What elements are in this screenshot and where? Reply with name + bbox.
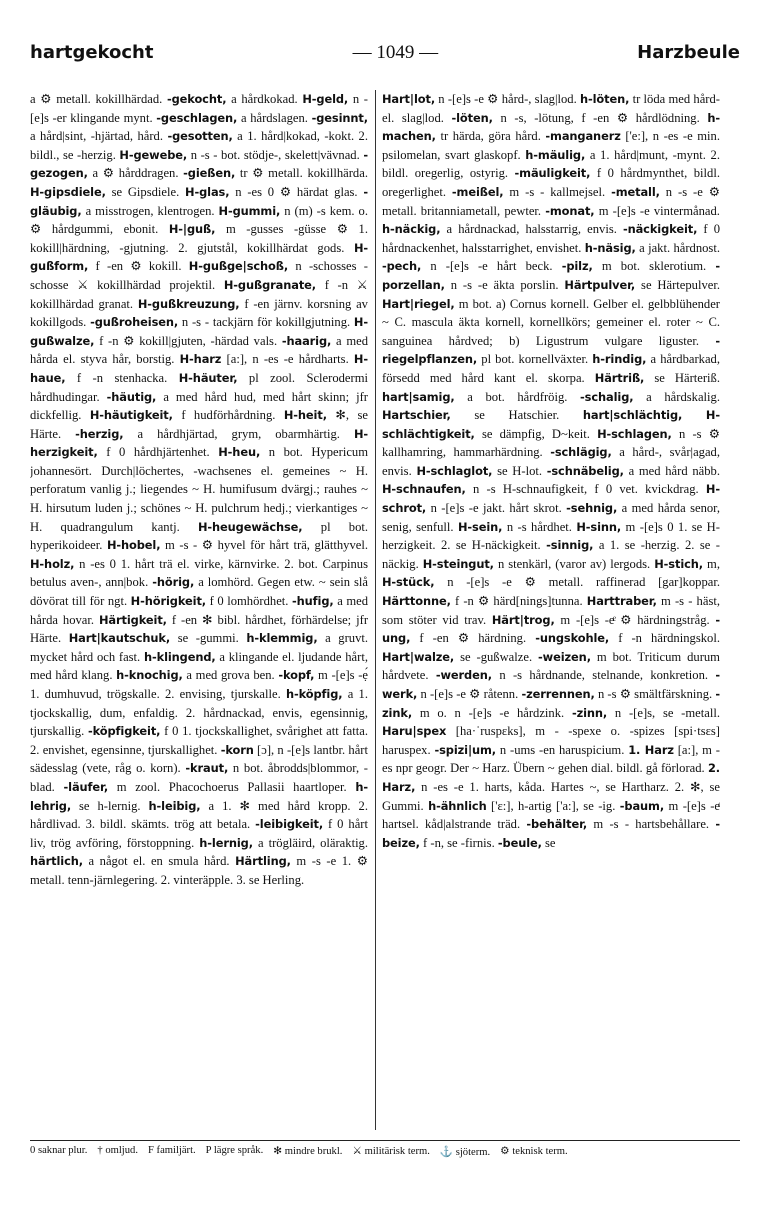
entry-definition: n -s ⚙ kallhamring, hammarhärdning. xyxy=(382,426,720,460)
entry-headword: H-heugewächse, xyxy=(197,519,303,534)
entry-headword: härtlich, xyxy=(30,854,83,869)
legend-item: 0 saknar plur. xyxy=(30,1145,88,1156)
entry-definition: se -gußwalze. xyxy=(460,649,533,664)
entry-definition: a hårdnackad, halsstarrig, envis. xyxy=(446,222,617,237)
entry-headword: H-stück, xyxy=(382,575,435,590)
entry-definition: a med hårda hovar. xyxy=(30,594,368,627)
entry-definition: n stenkärl, (varor av) lergods. xyxy=(497,556,651,571)
entry-headword: hart|samig, xyxy=(382,389,455,404)
entry-definition: n -s hårdnande, stelnande, konkretion. xyxy=(499,668,709,683)
entry-headword: Härtpulver, xyxy=(564,277,636,292)
entry-definition: a med hårda el. styva hår, borstig. xyxy=(30,333,368,367)
entry-headword: h-klingend, xyxy=(143,649,216,664)
entry-definition: se -gummi. xyxy=(177,631,239,646)
entry-headword: H-hörigkeit, xyxy=(130,594,207,609)
entry-definition: f -en ⚙ kokill. xyxy=(95,259,182,274)
entry-definition: a hård-, svår|agad, envis. xyxy=(382,445,720,478)
entry-headword: Härtriß, xyxy=(594,370,645,385)
entry-definition: m -s - kallmejsel. xyxy=(509,184,606,199)
entry-headword: -porzellan, xyxy=(382,259,720,292)
entry-definition: n -[e]s -e ⚙ hård-, slag|lod. xyxy=(438,92,577,106)
entry-definition: m zool. Phacochoerus Pallasii haartloper. xyxy=(116,779,347,794)
entry-headword: -werden, xyxy=(435,668,492,683)
entry-headword: Härtigkeit, xyxy=(99,612,167,627)
entry-definition: a klingande el. ljudande hårt, med hård klang. xyxy=(30,649,368,683)
entry-headword: -hörig, xyxy=(152,575,195,590)
entry-definition: a med hård hud, med hårt skinn; jfr dickfellig. xyxy=(30,389,368,423)
legend-item: ⚙ teknisk term. xyxy=(500,1146,568,1157)
entry-headword: -pech, xyxy=(382,259,422,274)
entry-headword: H-gußkreuzung, xyxy=(137,296,240,311)
entry-headword: -schlägig, xyxy=(550,445,612,460)
legend-item: ✻ mindre brukl. xyxy=(273,1146,343,1157)
entry-headword: -zinn, xyxy=(571,705,608,720)
entry-definition: f 0 hårdhjärtenhet. xyxy=(106,445,210,460)
entry-headword: -gesotten, xyxy=(167,129,233,144)
entry-definition: f -n ⚙ kokill|gjuten, -härdad vals. xyxy=(99,333,278,348)
entry-headword: -köpfigkeit, xyxy=(87,724,161,739)
dictionary-page xyxy=(30,42,740,1207)
entry-headword: h-löten, xyxy=(579,92,630,106)
entry-headword: 1. Harz xyxy=(628,742,674,757)
entry-headword: H-|guß, xyxy=(168,222,216,237)
left_column-text xyxy=(30,90,368,890)
entry-definition: se H-lot. xyxy=(497,463,543,478)
entry-headword: H-harz xyxy=(179,352,222,367)
entry-headword: -spizi|um, xyxy=(434,742,497,757)
entry-headword: H-heu, xyxy=(218,445,261,460)
entry-definition: a lomhörd. Gegen etw. ~ sein slå dövörat till för ngt. xyxy=(30,575,368,609)
entry-headword: -zink, xyxy=(382,687,720,720)
entry-headword: -gekocht, xyxy=(166,92,227,106)
entry-headword: -zerrennen, xyxy=(521,687,595,701)
abbreviation-legend xyxy=(30,1140,740,1173)
entry-definition: f 0 hårdmynthet, bildl. oregerlighet. xyxy=(382,166,720,199)
entry-definition: n -[e]s -e jakt. hårt skrot. xyxy=(430,501,562,516)
entry-definition: a trögläird, oläraktig. xyxy=(257,835,368,850)
entry-headword: H-gewebe, xyxy=(119,147,188,162)
entry-definition: n (m) -s kem. o. ⚙ hårdgummi, ebonit. xyxy=(30,203,368,237)
entry-definition: m bot. a) Cornus kornell. Gelber el. gelbblühender ~ C. mascula äkta kornell, kornellkörs; gemeiner el. roter ~ C. sanguinea hårdved; b) Ligustrum vulgare liguster. xyxy=(382,296,720,348)
entry-headword: -meißel, xyxy=(451,184,504,199)
entry-headword: H-gußge|schoß, xyxy=(188,259,289,274)
entry-headword: -riegelpflanzen, xyxy=(382,333,720,367)
entry-headword: -ung, xyxy=(382,612,720,646)
left-column xyxy=(30,90,368,1130)
entry-definition: a bot. hårdfröig. xyxy=(467,389,568,404)
entry-definition: se Härteriß. xyxy=(654,370,720,385)
entry-headword: hart|schlächtig, xyxy=(582,408,683,423)
entry-headword: -monat, xyxy=(545,203,595,218)
entry-headword: Hart|walze, xyxy=(382,649,455,664)
entry-headword: Härttonne, xyxy=(382,594,451,609)
entry-headword: H-gußwalze, xyxy=(30,315,368,348)
entry-definition: a med hårda senor, senig, senfull. xyxy=(382,501,720,534)
entry-headword: H-schlaglot, xyxy=(416,463,493,478)
entry-headword: -hufig, xyxy=(292,594,334,609)
entry-definition: m -[e]s 0 1. se H-herzigkeit. 2. se H-näckigkeit. xyxy=(382,519,720,553)
entry-headword: h-knochig, xyxy=(116,668,183,683)
entry-definition: se Härtepulver. xyxy=(641,277,720,292)
entry-definition: a 1. hård|munt, -mynt. 2. bildl. oregerlig, ostyrig. xyxy=(382,147,720,181)
entry-headword: -korn xyxy=(220,742,254,757)
entry-definition: f -en järnv. korsning av kokillgods. xyxy=(30,296,368,330)
entry-headword: H-schlächtigkeit, xyxy=(382,408,720,441)
entry-definition: a hårdhjärtad, grym, obarmhärtig. xyxy=(137,426,340,441)
entry-headword: h-köpfig, xyxy=(285,687,343,701)
entry-headword: H-sinn, xyxy=(576,519,622,534)
entry-definition: f -en ⚙ härdning. xyxy=(419,631,527,646)
entry-definition: n -[e]s, se -metall. xyxy=(614,705,720,720)
entry-definition: a 1. hård|kokad, -kokt. 2. bildl., se -herzig. xyxy=(30,129,368,162)
entry-definition: n -[e]s -er klingande mynt. xyxy=(30,92,368,125)
entry-headword: -beule, xyxy=(497,835,542,850)
entry-definition: n -s - bot. stödje-, skelett|vävnad. xyxy=(190,147,360,162)
entry-headword: -gießen, xyxy=(183,166,236,181)
entry-definition: se h-lernig. xyxy=(79,798,141,813)
entry-definition: a ⚙ metall. kokillhärdad. xyxy=(30,92,163,106)
entry-headword: h-machen, xyxy=(382,110,720,144)
entry-definition: [ha·ˈruspɛks], m - -spexe o. -spizes [spi·tsɛs] haruspex. xyxy=(382,724,720,757)
entry-definition: f -n, se -firnis. xyxy=(423,835,495,850)
entry-headword: -gußroheisen, xyxy=(90,315,179,330)
entry-definition: f -n härdningskol. xyxy=(618,631,720,646)
entry-headword: Hart|lot, xyxy=(382,92,436,106)
entry-definition: n -s H-schnaufigkeit, f 0 vet. kvickdrag. xyxy=(472,482,699,497)
entry-headword: h-lernig, xyxy=(199,835,253,850)
entry-definition: [a:], m -es npr geogr. Der ~ Harz. Übern ~ gehen dial. bildl. gå förlorad. xyxy=(382,742,720,776)
entry-definition: pl bot. hyperikoideer. xyxy=(30,519,368,553)
entry-headword: -schalig, xyxy=(580,389,634,404)
entry-headword: h-klemmig, xyxy=(246,631,318,646)
entry-definition: m bot. Triticum durum hårdvete. xyxy=(382,649,720,683)
entry-definition: a gruvt. mycket hård och fast. xyxy=(30,631,368,664)
entry-headword: -gläubig, xyxy=(30,184,368,218)
entry-definition: se Gipsdiele. xyxy=(111,184,180,199)
entry-headword: h-näsig, xyxy=(584,240,636,255)
entry-headword: -ungskohle, xyxy=(535,631,610,646)
entry-headword: -gezogen, xyxy=(30,147,368,181)
page-header xyxy=(30,42,740,82)
entry-headword: H-schnaufen, xyxy=(382,482,466,497)
entry-definition: n -es -e 1. harts, kåda. Hartes ~, se Hartharz. 2. ✻, se Gummi. xyxy=(382,779,720,813)
column-divider xyxy=(375,90,376,1130)
entry-definition: [ɔ], n -[e]s lantbr. hårt sädesslag (vete, råg o. korn). xyxy=(30,742,368,776)
entry-definition: n -[e]s -e ⚙ råtenn. xyxy=(420,687,519,701)
entry-definition: pl zool. Sclerodermi hårdhudingar. xyxy=(30,370,368,404)
entry-definition: a något el. en smula hård. xyxy=(88,854,230,869)
entry-definition: n -schosses -schosse ⚔ kokillhärdad projektil. xyxy=(30,259,368,292)
entry-definition: ✻, se Härte. xyxy=(30,408,368,441)
legend-item: ⚓ sjöterm. xyxy=(439,1147,491,1158)
entry-definition: n -[e]s -e hårt beck. xyxy=(430,259,553,274)
entry-headword: h-rindig, xyxy=(592,352,647,367)
entry-headword: -baum, xyxy=(619,798,665,813)
entry-definition: n -[e]s -e ⚙ metall. raffinerad [gar]koppar. xyxy=(447,575,720,590)
entry-headword: -manganerz xyxy=(545,129,621,144)
entry-definition: [a:], n -es -e hårdharts. xyxy=(226,352,349,367)
right-column xyxy=(382,90,720,1130)
entry-headword: Hartschier, xyxy=(382,408,451,423)
entry-definition: a med grova ben. xyxy=(186,668,275,683)
entry-headword: -metall, xyxy=(611,184,660,199)
entry-definition: a hårdslagen. xyxy=(240,110,308,125)
legend-item: P lägre språk. xyxy=(205,1145,264,1156)
entry-headword: -werk, xyxy=(382,668,720,701)
entry-definition: n -s - tackjärn för kokillgjutning. xyxy=(181,315,351,330)
legend-item: F familjärt. xyxy=(148,1145,196,1156)
entry-definition: a 1. tjockskallig, dum, enfaldig. 2. hårdnackad, envis, egensinnig, tjurskallig. xyxy=(30,687,368,739)
entry-definition: a misstrogen, klentrogen. xyxy=(85,203,215,218)
entry-headword: Hart|kautschuk, xyxy=(68,631,171,646)
entry-headword: -pilz, xyxy=(561,259,593,274)
entry-headword: -weizen, xyxy=(538,649,591,664)
entry-headword: H-steingut, xyxy=(422,556,494,571)
entry-headword: -häutig, xyxy=(106,389,157,404)
entry-headword: -mäuligkeit, xyxy=(514,166,591,181)
entry-definition: a 1. ✻ med hård kropp. 2. hårdlivad. 3. bildl. skämts. trög att betala. xyxy=(30,798,368,832)
entry-headword: H-geld, xyxy=(302,92,349,106)
entry-headword: -schnäbelig, xyxy=(546,463,624,478)
entry-definition: n -ums -en haruspicium. xyxy=(499,742,625,757)
entry-headword: H-holz, xyxy=(30,556,75,571)
entry-definition: f 0 lomhördhet. xyxy=(209,594,289,609)
entry-definition: a ⚙ hårddragen. xyxy=(92,166,179,181)
entry-definition: a hårdskalig. xyxy=(646,389,720,404)
entry-headword: H-glas, xyxy=(185,184,230,199)
entry-headword: -leibigkeit, xyxy=(255,817,324,832)
entry-headword: h-ähnlich xyxy=(428,798,487,813)
entry-definition: n bot. Hypericum johannesört. Durch|löchertes, -wachsenes el. gemeines ~ H. perforatum vanlig j.; liegendes ~ H. humifusum dvärgj.; rauhes ~ H. hirsutum luden j.; schönes ~ H. pulchrum hedj.; vierkantiges ~ H. quadrangulum kantj. xyxy=(30,445,368,534)
entry-headword: -löten, xyxy=(451,110,493,125)
entry-headword: H-gußform, xyxy=(30,240,368,274)
entry-headword: -kopf, xyxy=(278,668,315,683)
entry-definition: m -[e]s -e vintermånad. xyxy=(598,203,720,218)
entry-headword: H-schrot, xyxy=(382,482,720,516)
entry-definition: se xyxy=(545,835,556,850)
entry-definition: m -[e]s -ẹ́ 1. dumhuvud, trögskalle. 2. envising, tjurskalle. xyxy=(30,668,368,701)
entry-definition: n -s hårdhet. xyxy=(506,519,572,534)
entry-definition: n -s, -lötung, f -en ⚙ hårdlödning. xyxy=(500,110,700,125)
entry-definition: ['e:], n -es -e min. psilomelan, svart glaskopf. xyxy=(382,129,720,162)
entry-definition: f -en ✻ bibl. hårdhet, förhärdelse; jfr Härte. xyxy=(30,612,368,646)
entry-definition: f -n stenhacka. xyxy=(76,370,168,385)
entry-headword: Härtling, xyxy=(235,854,291,869)
entry-definition: m -s - hartsbehållare. xyxy=(593,817,710,832)
entry-definition: m -s - häst, som stöter vid trav. xyxy=(382,594,720,627)
entry-headword: H-schlagen, xyxy=(597,426,672,441)
entry-definition: n -s ⚙ smältfärskning. xyxy=(597,687,713,701)
entry-headword: H-herzigkeit, xyxy=(30,426,368,460)
entry-definition: f 0 1. tjockskallighet, svårighet att fatta. 2. envishet, egensinne, tjurskallighet. xyxy=(30,724,368,757)
entry-definition: n bot. åbrodds|blommor, -blad. xyxy=(30,761,368,794)
entry-headword: H-stich, xyxy=(654,556,704,571)
entry-headword: h-leibig, xyxy=(148,798,201,813)
right_column-text xyxy=(382,90,720,852)
entry-definition: a jakt. hårdnost. xyxy=(639,240,720,255)
entry-headword: H-häuter, xyxy=(178,370,238,385)
entry-definition: tr löda med hård- el. slag|lod. xyxy=(382,92,720,125)
entry-definition: m o. n -[e]s -e hårdzink. xyxy=(419,705,565,720)
entry-headword: 2. Harz, xyxy=(382,761,720,794)
entry-headword: H-gipsdiele, xyxy=(30,184,106,199)
entry-headword: h-lehrig, xyxy=(30,779,368,813)
entry-definition: a med hård näbb. xyxy=(628,463,720,478)
entry-headword: H-sein, xyxy=(457,519,503,534)
entry-definition: f 0 hårt liv, trög avföring, förstoppning. xyxy=(30,817,368,850)
entry-definition: a hård|sint, -hjärtad, hård. xyxy=(30,129,163,144)
entry-headword: Haru|spex xyxy=(382,724,447,739)
entry-definition: f 0 hårdnackenhet, halsstarrighet, envishet. xyxy=(382,222,720,255)
entry-definition: se Hatschier. xyxy=(474,408,560,423)
entry-headword: -sehnig, xyxy=(566,501,618,516)
header-left-guide-word: hartgekocht xyxy=(30,42,154,63)
entry-headword: H-häutigkeit, xyxy=(89,408,173,423)
entry-headword: H-gußgranate, xyxy=(223,277,317,292)
entry-headword: h-mäulig, xyxy=(525,147,586,162)
entry-definition: m -gusses -güsse ⚙ 1. kokill|härdning, -gjutning. 2. gjutstål, kokillhärdat gods. xyxy=(30,222,368,255)
entry-definition: a hårdkokad. xyxy=(231,92,298,106)
entry-definition: n -es 0 ⚙ härdat glas. xyxy=(235,184,358,199)
entry-definition: tr ⚙ metall. kokillhärda. xyxy=(239,166,368,181)
entry-definition: se dämpfig, D~keit. xyxy=(481,426,590,441)
entry-definition: m, xyxy=(707,556,720,571)
entry-headword: -beize, xyxy=(382,817,720,850)
entry-headword: -haarig, xyxy=(281,333,332,348)
entry-definition: n -es 0 1. hårt trä el. virke, kärnvirke. 2. bot. Carpinus betulus aven-, ann|bok. xyxy=(30,556,368,590)
entry-headword: Härt|trog, xyxy=(491,612,555,627)
entry-definition: m bot. sklerotium. xyxy=(601,259,707,274)
entry-definition: n -s -e ⚙ metall. britanniametall, pewter. xyxy=(382,184,720,218)
entry-definition: m -s -e 1. ⚙ metall. tenn-järnlegering. 2. vinteräpple. 3. se Herling. xyxy=(30,854,368,887)
entry-definition: a hårdbarkad, försedd med hård kant el. skorpa. xyxy=(382,352,720,385)
entry-headword: -gesinnt, xyxy=(311,110,368,125)
entry-definition: tr härda, göra hård. xyxy=(440,129,541,144)
entry-definition: a 1. se -herzig. 2. se -näckig. xyxy=(382,538,720,571)
entry-headword: Hart|riegel, xyxy=(382,296,455,311)
entry-headword: -behälter, xyxy=(526,817,588,832)
page-number: — 1049 — xyxy=(352,42,439,63)
entry-headword: -näckigkeit, xyxy=(622,222,698,237)
entry-headword: H-haue, xyxy=(30,352,368,385)
header-right-guide-word: Harzbeule xyxy=(637,42,740,63)
legend-item: † omljud. xyxy=(97,1145,138,1156)
entry-headword: -läufer, xyxy=(63,779,109,794)
entry-definition: ['ɛ:], h-artig ['a:], se -ig. xyxy=(491,798,616,813)
entry-headword: -geschlagen, xyxy=(156,110,238,125)
entry-definition: pl bot. kornellväxter. xyxy=(481,352,589,367)
entry-definition: m -[e]s -eͤ hartsel. kåd|alstrande träd. xyxy=(382,798,720,832)
entry-headword: H-hobel, xyxy=(106,538,161,553)
entry-headword: -herzig, xyxy=(75,426,124,441)
entry-headword: H-gummi, xyxy=(218,203,281,218)
entry-definition: f -n ⚙ härd[nings]tunna. xyxy=(454,594,583,609)
entry-definition: f hudförhårdning. xyxy=(181,408,276,423)
entry-headword: h-näckig, xyxy=(382,222,441,237)
entry-headword: H-heit, xyxy=(283,408,327,423)
entry-definition: n -s -e äkta porslin. xyxy=(450,277,559,292)
entry-headword: -kraut, xyxy=(185,761,229,776)
entry-definition: m -s - ⚙ hyvel för hårt trä, glätthyvel. xyxy=(165,538,368,553)
entry-definition: m -[e]s -eͤ ⚙ härdningstråg. xyxy=(560,612,710,627)
entry-headword: Harttraber, xyxy=(586,594,657,609)
entry-headword: -sinnig, xyxy=(546,538,594,553)
legend-item: ⚔ militärisk term. xyxy=(352,1146,430,1157)
entry-columns xyxy=(30,90,740,1130)
entry-definition: f -n ⚔ kokillhärdad granat. xyxy=(30,277,368,311)
